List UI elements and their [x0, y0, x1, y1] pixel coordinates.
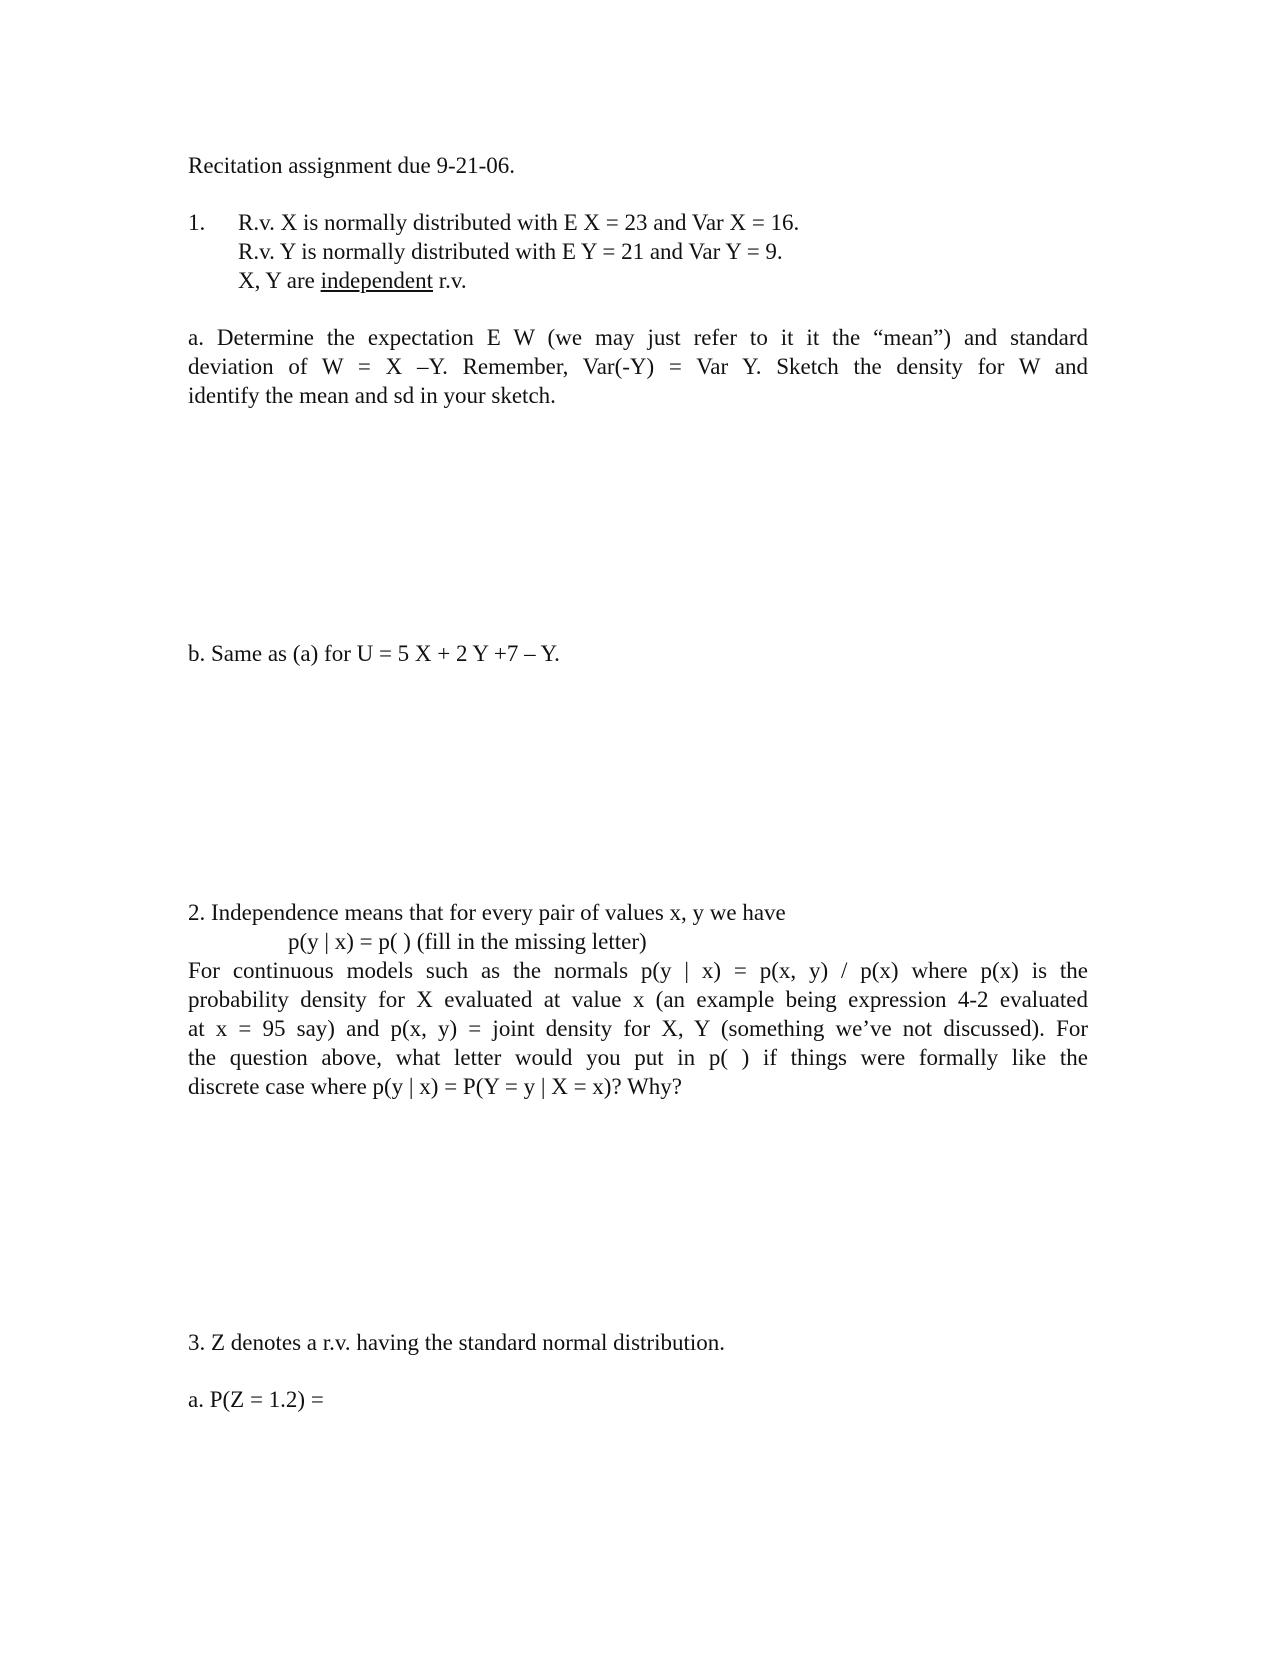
- independent-underlined: independent: [320, 268, 433, 293]
- q2-body-row: For continuous models such as the normals p(y | x) = p(x, y) / p(x) where p(x) is the: [188, 958, 1088, 983]
- q2-body-row: at x = 95 say) and p(x, y) = joint density for X, Y (something we’ve not discussed). For: [188, 1016, 1088, 1041]
- q2-body-row: probability density for X evaluated at value x (an example being expression 4-2 evaluated: [188, 987, 1088, 1012]
- q1-line-2: R.v. Y is normally distributed with E Y = 21 and Var Y = 9.: [238, 239, 783, 264]
- q1-part-a-row: deviation of W = X –Y. Remember, Var(-Y) = Var Y. Sketch the density for W and: [188, 354, 1088, 379]
- q1-part-a-row: identify the mean and sd in your sketch.: [188, 383, 556, 408]
- q1-number: 1.: [188, 210, 206, 235]
- q2-body: [188, 956, 1088, 1101]
- q2-formula: p(y | x) = p( ) (fill in the missing letter): [288, 929, 647, 954]
- q2-body-row: discrete case where p(y | x) = P(Y = y | X = x)? Why?: [188, 1074, 682, 1099]
- q1-part-a: [188, 323, 1088, 410]
- q1-line-3-suffix: r.v.: [433, 268, 467, 293]
- q3-part-a: a. P(Z = 1.2) =: [188, 1387, 324, 1412]
- document-title: Recitation assignment due 9-21-06.: [188, 153, 516, 178]
- q1-line-3-prefix: X, Y are: [238, 268, 321, 293]
- q1-line-3: [238, 267, 467, 295]
- q1-line-1: R.v. X is normally distributed with E X = 23 and Var X = 16.: [238, 210, 800, 235]
- q2-intro: 2. Independence means that for every pair of values x, y we have: [188, 900, 786, 925]
- q2-body-row: the question above, what letter would you put in p( ) if things were formally like the: [188, 1045, 1088, 1070]
- q3-intro: 3. Z denotes a r.v. having the standard normal distribution.: [188, 1330, 725, 1355]
- q1-part-b: b. Same as (a) for U = 5 X + 2 Y +7 – Y.: [188, 641, 560, 666]
- q1-part-a-row: a. Determine the expectation E W (we may just refer to it it the “mean”) and standard: [188, 325, 1088, 350]
